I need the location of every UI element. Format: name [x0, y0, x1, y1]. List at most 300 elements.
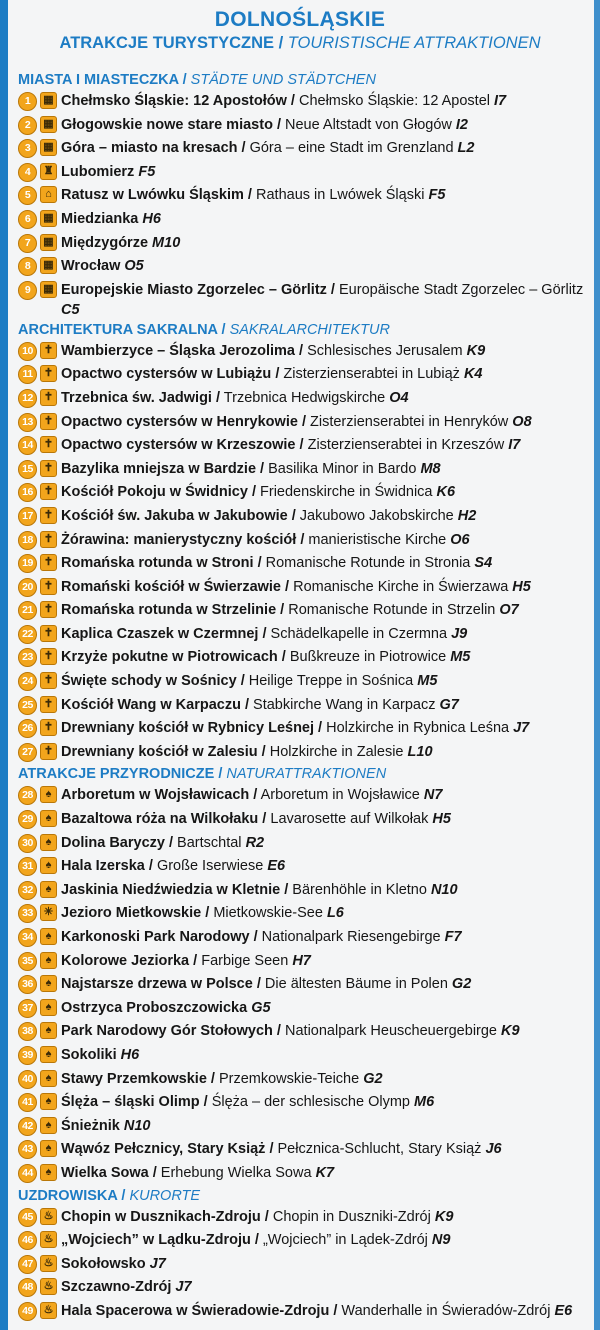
map-reference: G2: [451, 976, 472, 993]
list-item: [18, 529, 594, 553]
number-badge: 35: [18, 952, 37, 971]
section-heading-pl: ARCHITEKTURA SAKRALNA /: [18, 321, 226, 338]
item-name-de: Basilika Minor in Bardo: [268, 460, 417, 477]
nature-icon: ♠: [40, 786, 57, 803]
list-item: [18, 411, 594, 435]
number-badge: 30: [18, 834, 37, 853]
item-text: [61, 879, 458, 900]
list-item: [18, 973, 594, 997]
list-item: [18, 670, 594, 694]
nature-icon: ♠: [40, 881, 57, 898]
list-item: [18, 458, 594, 482]
map-reference: F5: [138, 163, 156, 180]
nature-icon: ♠: [40, 1140, 57, 1157]
list-item: [18, 599, 594, 623]
item-text: [61, 694, 459, 715]
list-item: [18, 1044, 594, 1068]
item-text: [61, 161, 155, 182]
list-item: [18, 481, 594, 505]
section-heading-pl: ATRAKCJE PRZYRODNICZE /: [18, 766, 223, 783]
map-reference: F5: [428, 187, 446, 204]
item-name-pl: Bazylika mniejsza w Bardzie /: [61, 460, 265, 477]
number-badge: 6: [18, 210, 37, 229]
item-name-pl: Kościół św. Jakuba w Jakubowie /: [61, 507, 296, 524]
nature-icon: ♠: [40, 1117, 57, 1134]
church-icon: ✝: [40, 672, 57, 689]
item-text: [61, 363, 482, 384]
item-name-de: Große Iserwiese: [156, 858, 264, 875]
number-badge: 47: [18, 1255, 37, 1274]
map-reference: K4: [463, 366, 483, 383]
map-reference: L2: [457, 140, 475, 157]
item-name-de: Mietkowskie-See: [213, 905, 323, 922]
nature-icon: ♠: [40, 1164, 57, 1181]
item-text: [61, 1229, 450, 1250]
map-reference: M6: [414, 1094, 435, 1111]
item-name-pl: Miedzianka: [61, 210, 139, 227]
item-name-pl: Sokoliki: [61, 1046, 117, 1063]
number-badge: 29: [18, 810, 37, 829]
item-name-pl: „Wojciech” w Lądku-Zdroju /: [61, 1232, 259, 1249]
list-item: [18, 1020, 594, 1044]
item-name-pl: Lubomierz: [61, 163, 135, 180]
item-text: [61, 434, 520, 455]
item-text: [61, 411, 532, 432]
list-item: [18, 950, 594, 974]
item-name-pl: Trzebnica św. Jadwigi /: [61, 389, 221, 406]
map-reference: H6: [142, 210, 161, 227]
number-badge: 27: [18, 743, 37, 762]
list-item: [18, 434, 594, 458]
item-name-pl: Krzyże pokutne w Piotrowicach /: [61, 649, 286, 666]
item-text: [61, 1020, 520, 1041]
city-icon: ▦: [40, 234, 57, 251]
number-badge: 3: [18, 139, 37, 158]
item-name-de: Romanische Rotunde in Stronia: [265, 555, 471, 572]
list-item: [18, 1162, 594, 1186]
number-badge: 31: [18, 857, 37, 876]
number-badge: 49: [18, 1302, 37, 1321]
church-icon: ✝: [40, 648, 57, 665]
list-item: [18, 232, 594, 256]
item-name-pl: Drewniany kościół w Rybnicy Leśnej /: [61, 720, 323, 737]
spa-icon: ♨: [40, 1302, 57, 1319]
list-item: [18, 855, 594, 879]
item-name-de: Pełcznica-Schlucht, Stary Książ: [277, 1141, 482, 1158]
item-text: [61, 387, 409, 408]
number-badge: 7: [18, 234, 37, 253]
number-badge: 39: [18, 1046, 37, 1065]
map-reference: E6: [554, 1302, 573, 1319]
item-name-de: Nationalpark Riesengebirge: [261, 929, 441, 945]
item-name-de: Stabkirche Wang in Karpacz: [253, 696, 436, 713]
list-item: [18, 208, 594, 232]
item-name-pl: Jezioro Mietkowskie /: [61, 905, 210, 922]
number-badge: 25: [18, 696, 37, 715]
item-text: [61, 741, 433, 762]
list-item: [18, 784, 594, 808]
map-reference: O5: [124, 258, 144, 275]
list-item: [18, 717, 594, 741]
number-badge: 26: [18, 719, 37, 738]
list-item: [18, 1068, 594, 1092]
number-badge: 42: [18, 1117, 37, 1136]
section-heading-de: STÄDTE UND STÄDTCHEN: [190, 72, 376, 88]
list-item: [18, 576, 594, 600]
church-icon: ✝: [40, 483, 57, 500]
item-name-de: Chełmsko Śląskie: 12 Apostel: [298, 93, 490, 109]
church-icon: ✝: [40, 625, 57, 642]
map-reference: N10: [123, 1117, 151, 1134]
number-badge: 20: [18, 578, 37, 597]
item-name-pl: Opactwo cystersów w Henrykowie /: [61, 413, 306, 430]
church-icon: ✝: [40, 743, 57, 760]
lake-icon: ✳: [40, 904, 57, 921]
item-name-pl: Najstarsze drzewa w Polsce /: [61, 976, 261, 993]
number-badge: 21: [18, 601, 37, 620]
item-text: [61, 232, 180, 253]
number-badge: 48: [18, 1278, 37, 1297]
item-name-pl: Ostrzyca Proboszczowicka: [61, 999, 248, 1016]
section-heading: [18, 320, 594, 340]
item-text: [61, 552, 492, 573]
list-item: [18, 879, 594, 903]
item-name-pl: Arboretum w Wojsławicach /: [61, 787, 258, 804]
city-icon: ▦: [40, 257, 57, 274]
item-name-pl: Hala Izerska /: [61, 858, 153, 875]
item-name-de: Neue Altstadt von Głogów: [285, 116, 452, 133]
item-text: [61, 717, 529, 738]
item-name-de: Chopin in Duszniki-Zdrój: [272, 1208, 431, 1225]
church-icon: ✝: [40, 389, 57, 406]
item-name-pl: Góra – miasto na kresach /: [61, 140, 246, 157]
item-text: [61, 458, 441, 479]
map-reference: K7: [315, 1164, 335, 1181]
item-name-de: Erhebung Wielka Sowa: [160, 1164, 312, 1181]
number-badge: 23: [18, 648, 37, 667]
list-item: [18, 808, 594, 832]
item-text: [61, 973, 471, 994]
list-item: [18, 997, 594, 1021]
item-name-pl: Dolina Baryczy /: [61, 834, 174, 851]
item-name-pl: Opactwo cystersów w Krzeszowie /: [61, 437, 304, 454]
item-name-de: Zisterzienserabtei in Krzeszów: [307, 437, 505, 454]
number-badge: 38: [18, 1022, 37, 1041]
number-badge: 11: [18, 365, 37, 384]
map-reference: M5: [450, 649, 471, 666]
item-name-pl: Wrocław: [61, 258, 121, 275]
number-badge: 22: [18, 625, 37, 644]
item-name-pl: Ratusz w Lwówku Śląskim /: [61, 187, 252, 204]
list-item: [18, 926, 594, 950]
item-text: [61, 114, 468, 135]
number-badge: 1: [18, 92, 37, 111]
item-name-pl: Międzygórze: [61, 234, 149, 251]
list-item: [18, 114, 594, 138]
item-name-de: Arboretum in Wojsławice: [260, 787, 420, 804]
map-reference: G5: [251, 999, 271, 1016]
map-reference: K6: [436, 484, 456, 501]
section-heading: [18, 764, 594, 784]
map-reference: K9: [501, 1023, 520, 1040]
map-reference: O6: [450, 531, 470, 548]
list-item: [18, 505, 594, 529]
map-reference: K9: [466, 342, 486, 359]
map-reference: M10: [152, 234, 181, 251]
map-reference: H5: [432, 811, 451, 828]
church-icon: ✝: [40, 696, 57, 713]
item-text: [61, 1115, 150, 1136]
item-text: [61, 623, 467, 644]
item-text: [61, 855, 285, 876]
church-icon: ✝: [40, 531, 57, 548]
church-icon: ✝: [40, 601, 57, 618]
number-badge: 44: [18, 1164, 37, 1183]
list-item: [18, 255, 594, 279]
section-heading-pl: MIASTA I MIASTECZKA /: [18, 72, 187, 88]
list-item: [18, 1253, 594, 1277]
map-reference: H2: [457, 507, 477, 524]
item-name-pl: Chopin w Dusznikach-Zdroju /: [61, 1208, 269, 1225]
item-text: [61, 505, 476, 526]
list-item: [18, 832, 594, 856]
item-name-de: manieristische Kirche: [308, 531, 447, 548]
item-text: [61, 1091, 434, 1112]
map-reference: I7: [508, 437, 521, 454]
nature-icon: ♠: [40, 1070, 57, 1087]
map-reference: N10: [430, 881, 458, 898]
church-icon: ✝: [40, 365, 57, 382]
item-text: [61, 670, 437, 691]
item-text: [61, 1206, 453, 1227]
item-name-pl: Wąwóz Pełcznicy, Stary Książ /: [61, 1141, 274, 1158]
map-reference: N9: [431, 1232, 451, 1249]
item-text: [61, 279, 594, 320]
church-icon: ✝: [40, 719, 57, 736]
map-reference: G7: [439, 696, 459, 713]
number-badge: 32: [18, 881, 37, 900]
map-reference: J7: [175, 1279, 192, 1296]
spa-icon: ♨: [40, 1278, 57, 1295]
item-name-pl: Romański kościół w Świerzawie /: [61, 578, 290, 595]
number-badge: 41: [18, 1093, 37, 1112]
nature-icon: ♠: [40, 1093, 57, 1110]
item-name-pl: Ślęża – śląski Olimp /: [61, 1094, 208, 1111]
item-name-pl: Święte schody w Sośnicy /: [61, 673, 245, 690]
item-text: [61, 926, 462, 947]
list-item: [18, 1229, 594, 1253]
number-badge: 28: [18, 786, 37, 805]
church-icon: ✝: [40, 413, 57, 430]
number-badge: 5: [18, 186, 37, 205]
city-icon: ▦: [40, 116, 57, 133]
item-text: [61, 599, 519, 620]
list-item: [18, 184, 594, 208]
city-icon: ▦: [40, 210, 57, 227]
item-name-pl: Kolorowe Jeziorka /: [61, 952, 198, 969]
church-icon: ✝: [40, 460, 57, 477]
map-reference: K9: [434, 1208, 454, 1225]
item-text: [61, 1300, 572, 1321]
list-item: [18, 340, 594, 364]
item-name-de: Jakubowo Jakobskirche: [299, 507, 454, 524]
item-name-de: Romanische Kirche in Świerzawa: [293, 578, 509, 595]
map-reference: G2: [363, 1070, 383, 1087]
section-heading: [18, 1186, 594, 1206]
item-text: [61, 137, 474, 158]
nature-icon: ♠: [40, 952, 57, 969]
item-text: [61, 902, 344, 923]
map-reference: C5: [61, 301, 80, 318]
number-badge: 2: [18, 116, 37, 135]
section-heading-pl: UZDROWISKA /: [18, 1187, 126, 1204]
item-name-pl: Żórawina: manierystyczny kościół /: [61, 531, 305, 548]
map-reference: H6: [120, 1046, 140, 1063]
map-reference: R2: [245, 834, 265, 851]
nature-icon: ♠: [40, 928, 57, 945]
list-item: [18, 1206, 594, 1230]
city-icon: ▦: [40, 281, 57, 298]
number-badge: 8: [18, 257, 37, 276]
item-name-de: Friedenskirche in Świdnica: [260, 484, 433, 501]
item-name-de: Przemkowskie-Teiche: [218, 1070, 360, 1087]
number-badge: 46: [18, 1231, 37, 1250]
map-reference: H7: [292, 952, 311, 969]
item-name-de: Bartschtal: [177, 834, 242, 851]
item-text: [61, 832, 264, 853]
map-reference: H5: [512, 578, 531, 595]
city-icon: ▦: [40, 139, 57, 156]
item-text: [61, 997, 271, 1018]
map-reference: O8: [512, 413, 532, 430]
item-name-pl: Jaskinia Niedźwiedzia w Kletnie /: [61, 881, 289, 898]
nature-icon: ♠: [40, 1046, 57, 1063]
item-name-de: Schädelkapelle in Czermna: [270, 625, 448, 642]
map-reference: M8: [420, 460, 441, 477]
item-name-de: Schlesisches Jerusalem: [307, 342, 463, 359]
number-badge: 43: [18, 1140, 37, 1159]
item-text: [61, 950, 311, 971]
item-name-de: Romanische Rotunde in Strzelin: [288, 602, 496, 619]
item-name-de: Farbige Seen: [201, 952, 289, 969]
item-name-de: Europäische Stadt Zgorzelec – Görlitz: [339, 281, 584, 298]
number-badge: 13: [18, 413, 37, 432]
list-item: [18, 90, 594, 114]
item-name-de: Heilige Treppe in Sośnica: [248, 673, 414, 690]
list-item: [18, 137, 594, 161]
list-item: [18, 902, 594, 926]
list-item: [18, 279, 594, 320]
item-text: [61, 255, 144, 276]
nature-icon: ♠: [40, 999, 57, 1016]
section-heading-de: SAKRALARCHITEKTUR: [229, 321, 390, 338]
map-reference: O4: [389, 389, 409, 406]
map-reference: E6: [267, 858, 286, 875]
item-text: [61, 1068, 383, 1089]
item-name-pl: Wambierzyce – Śląska Jerozolima /: [61, 342, 304, 359]
church-icon: ✝: [40, 554, 57, 571]
number-badge: 24: [18, 672, 37, 691]
list-item: [18, 1138, 594, 1162]
item-name-de: Wanderhalle in Świeradów-Zdrój: [341, 1302, 551, 1319]
item-name-de: Rathaus in Lwówek Śląski: [256, 187, 425, 204]
item-text: [61, 184, 445, 205]
number-badge: 18: [18, 531, 37, 550]
item-name-pl: Głogowskie nowe stare miasto /: [61, 116, 281, 133]
item-name-de: Holzkirche in Zalesie: [269, 743, 404, 760]
item-name-pl: Romańska rotunda w Stroni /: [61, 555, 262, 572]
map-reference: J7: [149, 1255, 166, 1272]
list-item: [18, 161, 594, 185]
item-name-de: Bärenhöhle in Kletno: [292, 881, 427, 898]
item-text: [61, 1044, 139, 1065]
map-reference: I7: [494, 93, 507, 109]
item-name-de: Die ältesten Bäume in Polen: [264, 976, 448, 993]
item-text: [61, 784, 442, 805]
map-reference: J7: [513, 720, 530, 737]
item-text: [61, 808, 451, 829]
subtitle-pl: ATRAKCJE TURYSTYCZNE /: [59, 34, 284, 52]
section-heading: [18, 70, 594, 90]
item-name-de: Bußkreuze in Piotrowice: [289, 649, 447, 666]
church-icon: ✝: [40, 342, 57, 359]
list-item: [18, 552, 594, 576]
map-reference: O7: [499, 602, 519, 619]
item-name-pl: Kaplica Czaszek w Czermnej /: [61, 625, 267, 642]
number-badge: 16: [18, 483, 37, 502]
item-text: [61, 481, 455, 502]
map-reference: I2: [455, 116, 468, 133]
item-name-pl: Hala Spacerowa w Świeradowie-Zdroju /: [61, 1302, 338, 1319]
list-item: [18, 1300, 594, 1324]
item-name-pl: Europejskie Miasto Zgorzelec – Görlitz /: [61, 281, 335, 298]
number-badge: 10: [18, 342, 37, 361]
list-item: [18, 741, 594, 765]
item-name-pl: Sokołowsko: [61, 1255, 146, 1272]
number-badge: 4: [18, 163, 37, 182]
page-title: DOLNOŚLĄSKIE: [214, 8, 386, 31]
item-name-de: Lavarosette auf Wilkołak: [270, 811, 429, 828]
item-name-pl: Park Narodowy Gór Stołowych /: [61, 1023, 281, 1040]
church-icon: ✝: [40, 578, 57, 595]
nature-icon: ♠: [40, 834, 57, 851]
spa-icon: ♨: [40, 1208, 57, 1225]
item-name-pl: Wielka Sowa /: [61, 1164, 157, 1181]
number-badge: 19: [18, 554, 37, 573]
map-reference: M5: [417, 673, 438, 690]
item-name-pl: Chełmsko Śląskie: 12 Apostołów /: [61, 93, 295, 109]
map-reference: N7: [423, 787, 443, 804]
item-text: [61, 1276, 192, 1297]
page-subtitle: [0, 32, 600, 54]
spa-icon: ♨: [40, 1231, 57, 1248]
number-badge: 9: [18, 281, 37, 300]
item-text: [61, 1253, 166, 1274]
item-text: [61, 646, 470, 667]
page-header: [0, 8, 600, 54]
church-icon: ✝: [40, 507, 57, 524]
subtitle-de: TOURISTISCHE ATTRAKTIONEN: [287, 34, 541, 52]
list-item: [18, 1276, 594, 1300]
number-badge: 36: [18, 975, 37, 994]
castle-icon: ♜: [40, 163, 57, 180]
item-name-pl: Szczawno-Zdrój: [61, 1279, 172, 1296]
item-text: [61, 1162, 334, 1183]
list-item: [18, 387, 594, 411]
number-badge: 12: [18, 389, 37, 408]
number-badge: 17: [18, 507, 37, 526]
item-name-pl: Kościół Pokoju w Świdnicy /: [61, 484, 256, 501]
